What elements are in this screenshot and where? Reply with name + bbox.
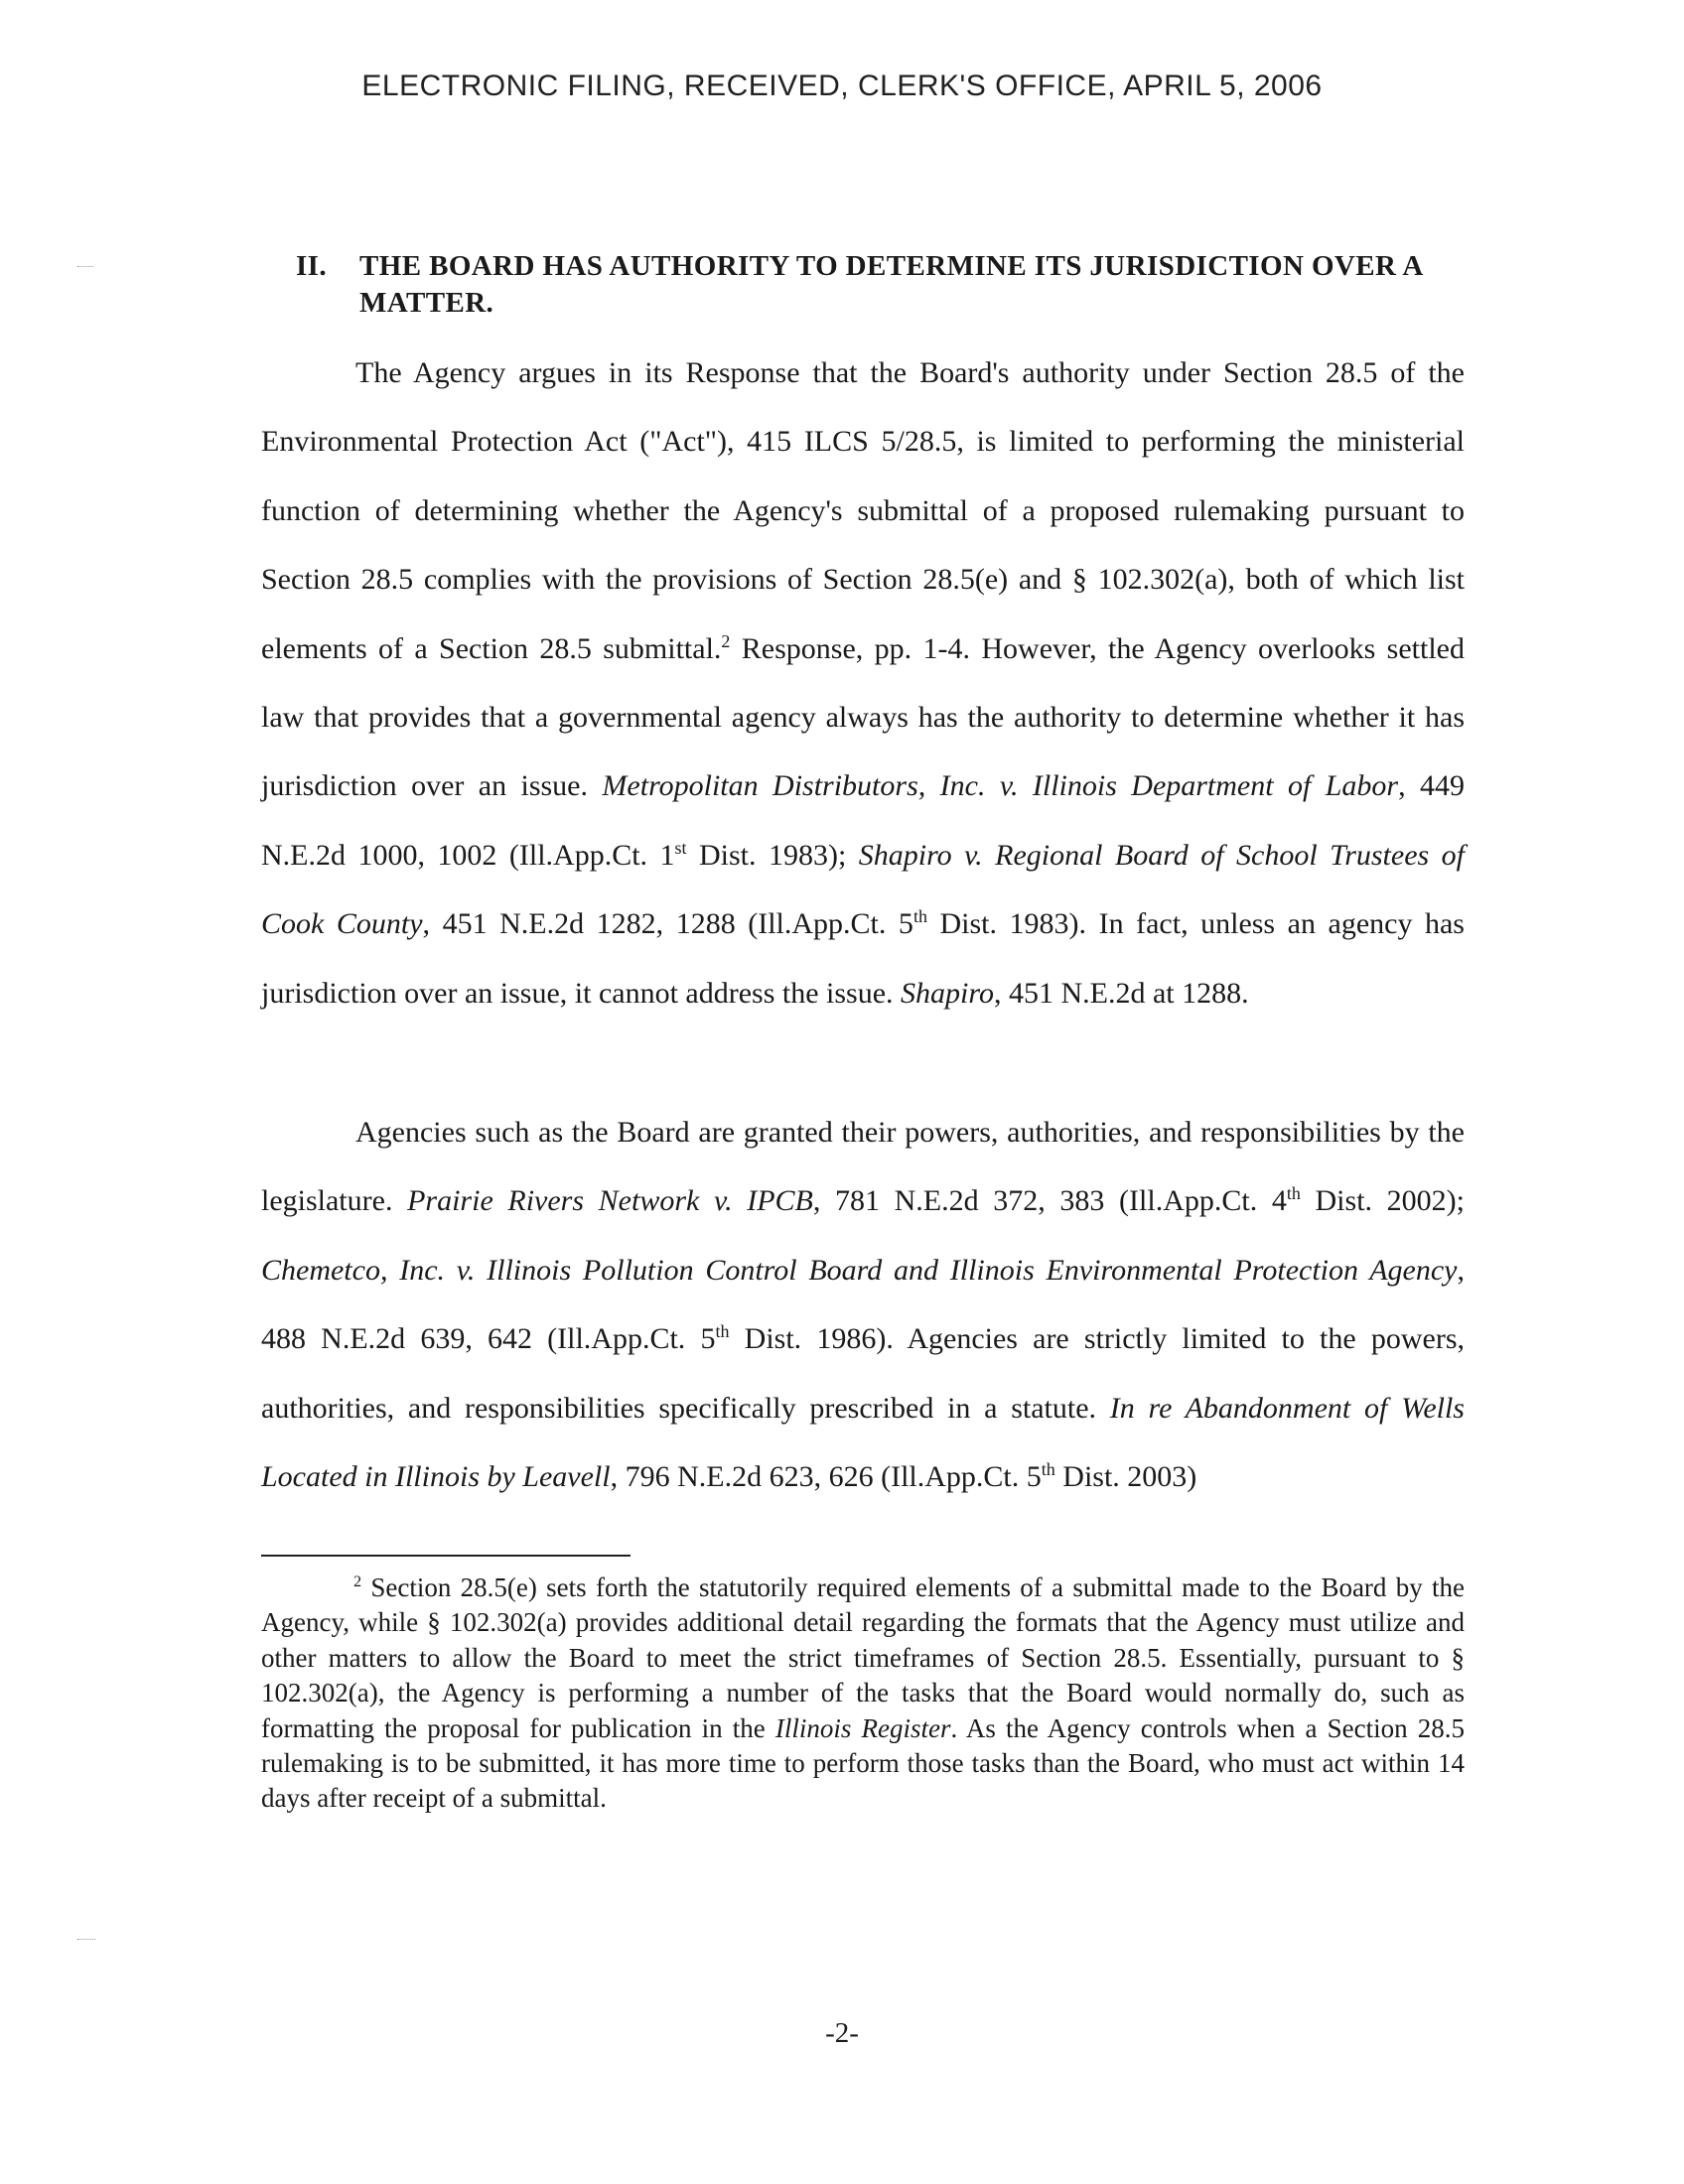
paragraph-1-text: Response, pp. 1-4. However, the Agency overlooks settled law that provides that a governmental agency always has the authority to determine whether it has jurisdiction over an issue. (261, 631, 1465, 803)
case-citation: In re Abandonment of Wells Located in Illinois by Leavell (261, 1391, 1465, 1494)
ordinal-suffix: th (1041, 1459, 1055, 1480)
ordinal-suffix: th (912, 906, 927, 927)
section-number: II. (296, 250, 328, 282)
case-citation: Shapiro v. Regional Board of School Trustees of Cook County (261, 838, 1465, 941)
paragraph-2-sentence: Agencies such as the Board are granted their powers, authorities, and responsibilities by the legislature. (261, 1116, 1465, 1218)
filing-stamp-header: ELECTRONIC FILING, RECEIVED, CLERK'S OFFICE, APRIL 5, 2006 (361, 69, 1323, 102)
footnote-separator (261, 1555, 631, 1557)
scan-speck-top (77, 266, 93, 268)
citation-detail: , 488 N.E.2d 639, 642 (Ill.App.Ct. 5 (261, 1253, 1465, 1356)
citation-detail: Dist. 1983); (686, 838, 859, 872)
case-citation: Shapiro (901, 976, 994, 1010)
citation-detail: , 796 N.E.2d 623, 626 (Ill.App.Ct. 5 (610, 1460, 1042, 1494)
case-citation: Prairie Rivers Network v. IPCB (407, 1184, 813, 1218)
footnote-publication-title: Illinois Register (774, 1712, 951, 1743)
citation-detail: , 451 N.E.2d at 1288. (993, 976, 1249, 1010)
ordinal-suffix: th (1286, 1183, 1301, 1204)
scan-speck-bottom (77, 1939, 95, 1941)
footnote-marker: 2 (353, 1572, 362, 1590)
case-citation: Metropolitan Distributors, Inc. v. Illinois Department of Labor (602, 769, 1399, 803)
paragraph-1 (261, 339, 1465, 1027)
page-number: -2- (825, 2017, 859, 2049)
footnote-text: . As the Agency controls when a Section 28.5 rulemaking is to be submitted, it has more time to perform those tasks than the Board, who must act within 14 days after receipt of a submittal. (261, 1712, 1466, 1814)
citation-detail: , 781 N.E.2d 372, 383 (Ill.App.Ct. 4 (812, 1184, 1287, 1218)
case-citation: Chemetco, Inc. v. Illinois Pollution Control Board and Illinois Environmental Protection Agency (261, 1253, 1458, 1287)
citation-detail: Dist. 2002); (1300, 1184, 1465, 1218)
citation-detail: Dist. 1986). Agencies are strictly limited to the powers, authorities, and responsibilities specifically prescribed in a statute. (261, 1322, 1466, 1425)
citation-detail: , 451 N.E.2d 1282, 1288 (Ill.App.Ct. 5 (422, 907, 913, 941)
footnote (261, 1570, 1465, 1817)
ordinal-suffix: st (674, 837, 687, 858)
citation-detail: Dist. 2003) (1054, 1460, 1197, 1494)
section-heading (296, 248, 1468, 322)
paragraph-2 (261, 1098, 1465, 1511)
footnote-reference: 2 (721, 630, 731, 651)
footnote-text: Section 28.5(e) sets forth the statutorily required elements of a submittal made to the Board by the Agency, while § 102.302(a) provides additional detail regarding the formats that the Agency must utilize and other matters to allow the Board to meet the strict timeframes of Section 28.5. Essentially, pursuant to § 102.302(a), the Agency is performing a number of the tasks that the Board would normally do, such as formatting the proposal for publication in the (261, 1572, 1465, 1743)
citation-detail: Dist. 1983). In fact, unless an agency has jurisdiction over an issue, it cannot address the issue. (261, 907, 1465, 1010)
paragraph-1-sentence: The Agency argues in its Response that the Board's authority under Section 28.5 of the Environmental Protection Act ("Act"), 415 ILCS 5/28.5, is limited to performing the ministerial function of determining whether the Agency's submittal of a proposed rulemaking pursuant to Section 28.5 complies with the provisions of Section 28.5(e) and § 102.302(a), both of which list elements of a Section 28.5 submittal. (261, 356, 1465, 665)
citation-detail: , 449 N.E.2d 1000, 1002 (Ill.App.Ct. 1 (261, 769, 1466, 872)
section-title: THE BOARD HAS AUTHORITY TO DETERMINE ITS JURISDICTION OVER A MATTER. (359, 250, 1423, 319)
ordinal-suffix: th (715, 1321, 730, 1342)
